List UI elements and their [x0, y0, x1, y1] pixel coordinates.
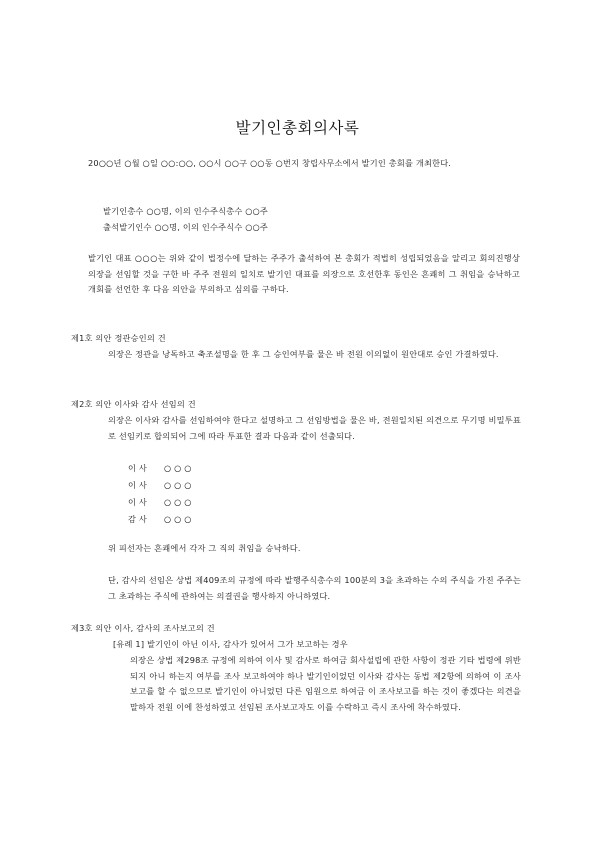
agenda-3-example-label — [113, 637, 523, 653]
agenda-2-proviso-text: 단, 감사의 선임은 상법 제409조의 규정에 따라 발행주식총수의 100분의 3을 초과하는 수의 주식을 가진 주주는 그 초과하는 주식에 관하여는 의결권을 행사하지 아니하였다. — [108, 575, 521, 601]
document-title: 발기인총회의사록 — [235, 119, 360, 137]
intro-paragraph — [88, 156, 520, 172]
officer-row — [128, 494, 192, 511]
officer-list — [128, 460, 192, 528]
agenda-1-heading — [71, 331, 521, 347]
attendance-line-total: 발기인총수 ○○명, 이의 인수주식총수 ○○주 — [103, 206, 269, 216]
agenda-2-acceptance-text: 위 피선자는 흔쾌에서 각자 그 직의 취임을 승낙하다. — [108, 543, 301, 553]
officer-name: ○ ○ ○ — [164, 497, 192, 507]
agenda-1-body — [108, 347, 521, 363]
attendance-line-present: 출석발기인수 ○○명, 이의 인수주식수 ○○주 — [103, 221, 269, 232]
officer-role: 이 사 — [128, 463, 148, 473]
agenda-2-heading-text: 제2호 의안 이사와 감사 선임의 건 — [71, 399, 196, 409]
officer-name: ○ ○ ○ — [164, 463, 192, 473]
officer-name: ○ ○ ○ — [164, 514, 192, 524]
officer-row — [128, 511, 192, 528]
opening-paragraph — [88, 251, 520, 298]
agenda-2-heading — [71, 397, 521, 413]
agenda-1-heading-text: 제1호 의안 정관승인의 건 — [71, 333, 166, 343]
agenda-2-body-text: 의장은 이사와 감사를 선임하여야 한다고 설명하고 그 선임방법을 물은 바, 전원일치된 의견으로 무기명 비밀투표로 선임키로 합의되어 그에 따라 투표한 결과 다음과 같이 선출되다. — [108, 415, 521, 441]
officer-row — [128, 460, 192, 477]
agenda-2-acceptance — [108, 541, 521, 557]
officer-name: ○ ○ ○ — [164, 480, 192, 490]
agenda-3-body-text: 의장은 상법 제298조 규정에 의하여 이사 및 감사로 하여금 회사설립에 관한 사항이 정관 기타 법령에 위반되지 아니 하는지 여부를 조사 보고하여야 하나 발기인이었던 이사와 감사는 동법 제2항에 의하여 이 조사보고를 할 수 없으므로 발기인이 아니었던 다른 임원으로 하여금 이 조사보고를 하는 것이 좋겠다는 의견을 말하자 전원 이에 찬성하였고 선임된 조사보고자도 이를 수락하고 즉시 조사에 착수하였다. — [130, 655, 521, 712]
officer-row — [128, 477, 192, 494]
agenda-3-heading — [71, 621, 521, 637]
officer-role: 이 사 — [128, 497, 148, 507]
intro-text: 20○○년 ○월 ○일 ○○:○○, ○○시 ○○구 ○○동 ○번지 창립사무소에서 발기인 총회를 개최한다. — [88, 158, 452, 168]
attendance-block — [103, 204, 503, 235]
agenda-2-proviso — [108, 573, 521, 604]
agenda-3-example-label-text: [유례 1] 발기인이 아닌 이사, 감사가 있어서 그가 보고하는 경우 — [113, 639, 348, 649]
agenda-3-heading-text: 제3호 의안 이사, 감사의 조사보고의 건 — [71, 623, 215, 633]
officer-role: 이 사 — [128, 480, 148, 490]
opening-text: 발기인 대표 ○○○는 위와 같이 법정수에 달하는 주주가 출석하여 본 총회가 적법히 성립되었음을 알리고 회의진행상 의장을 선임할 것을 구한 바 주주 전원의 일치로 발기인 대표를 의장으로 호선한후 동인은 흔쾌히 그 취임을 승낙하고 개회를 선언한 후 다음 의안을 부의하고 심의를 구하다. — [88, 253, 520, 294]
agenda-3-body — [130, 653, 521, 715]
agenda-1-body-text: 의장은 정관을 낭독하고 축조설명을 한 후 그 승인여부를 물은 바 전원 이의없이 원안대로 승인 가결하였다. — [108, 349, 499, 359]
agenda-2-body — [108, 413, 521, 444]
officer-role: 감 사 — [128, 514, 148, 524]
